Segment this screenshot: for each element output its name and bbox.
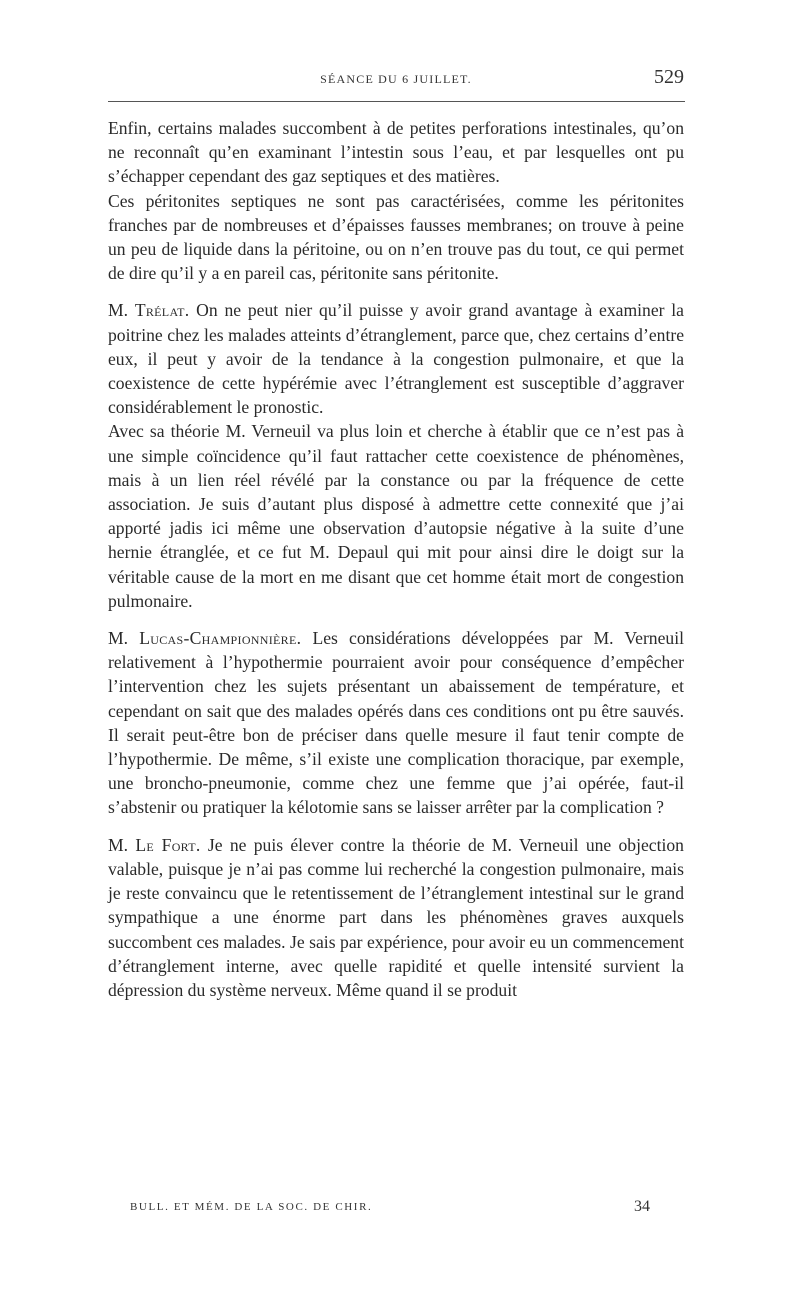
paragraph-text: Avec sa théorie M. Verneuil va plus loin et cherche à établir que ce n’est pas à une simple coïncidence qu’il faut rattacher cette coexistence de phénomènes, mais à un lien réel révélé par la constance ou par la fréquence de cette association. Je suis d’autant plus disposé à admettre cette connexité que j’ai apporté jadis ici même une observation d’autopsie négative à la suite d’une hernie étranglée, et ce fut M. Depaul qui mit pour ainsi dire le doigt sur la véritable cause de la mort en me disant que cet homme était mort de congestion pulmonaire.: [108, 421, 684, 611]
header-rule: [108, 101, 685, 102]
speaker-name: Lucas-Championnière.: [139, 628, 302, 649]
running-head: [108, 66, 684, 92]
speaker-prefix: M.: [108, 300, 135, 321]
speaker-name: Trélat.: [134, 300, 190, 321]
footer: [130, 1198, 650, 1218]
speaker-paragraph: [108, 298, 684, 419]
footer-signature: BULL. ET MÉM. DE LA SOC. DE CHIR.: [130, 1201, 373, 1213]
paragraph-text: Les considérations développées par M. Verneuil relativement à l’hypothermie pourraient avoir pour conséquence d’empêcher l’intervention chez les sujets présentant un abaissement de température, et cependant on sait que des malades opérés dans ces conditions ont pu être sauvés. Il serait peut-être bon de préciser dans quelle mesure il faut tenir compte de l’hypothermie. De même, s’il existe une complication thoracique, par exemple, une broncho-pneumonie, comme chez une femme que j’ai opérée, faut-il s’abstenir ou pratiquer la kélotomie sans se laisser arrêter par la complication ?: [108, 628, 684, 818]
paragraph: [108, 116, 684, 189]
paragraph: [108, 419, 684, 613]
speaker-prefix: M.: [108, 834, 136, 855]
speaker-name: Le Fort.: [135, 834, 201, 855]
page-number: 529: [654, 66, 684, 88]
paragraph: [108, 189, 684, 286]
speaker-paragraph: [108, 833, 684, 1002]
paragraph-text: Ces péritonites septiques ne sont pas caractérisées, comme les péritonites franches par de nombreuses et d’épaisses fausses membranes; on trouve à peine un peu de liquide dans la péritoine, ou on n’en trouve pas du tout, ce qui permet de dire qu’il y a en pareil cas, péritonite sans péritonite.: [108, 190, 684, 284]
paragraph-text: Je ne puis élever contre la théorie de M. Verneuil une objection valable, puisque je n’ai pas comme lui recherché la congestion pulmonaire, mais je reste convaincu que le retentissement de l’étranglement intestinal sur le grand sympathique a une énorme part dans les phénomènes graves auxquels succombent ces malades. Je sais par expérience, pour avoir eu un commencement d’étranglement interne, avec quelle rapidité et quelle intensité survient la dépression du système nerveux. Même quand il se produit: [108, 834, 684, 1000]
speaker-prefix: M.: [108, 628, 140, 649]
speaker-paragraph: [108, 626, 684, 820]
running-title: SÉANCE DU 6 JUILLET.: [320, 72, 472, 86]
footer-signature-number: 34: [634, 1198, 650, 1215]
paragraph-text: Enfin, certains malades succombent à de petites perforations intestinales, qu’on ne reconnaît qu’en examinant l’intestin sous l’eau, et par lesquelles ont pu s’échapper cependant des gaz septiques et des matières.: [108, 118, 684, 187]
body-text: [108, 116, 684, 1002]
paragraph-text: On ne peut nier qu’il puisse y avoir grand avantage à examiner la poitrine chez les malades atteints d’étranglement, parce que, chez certains d’entre eux, il peut y avoir de la tendance à la congestion pulmonaire, et que la coexistence de cette hypérémie avec l’étranglement est susceptible d’aggraver considérablement le pronostic.: [108, 300, 684, 418]
